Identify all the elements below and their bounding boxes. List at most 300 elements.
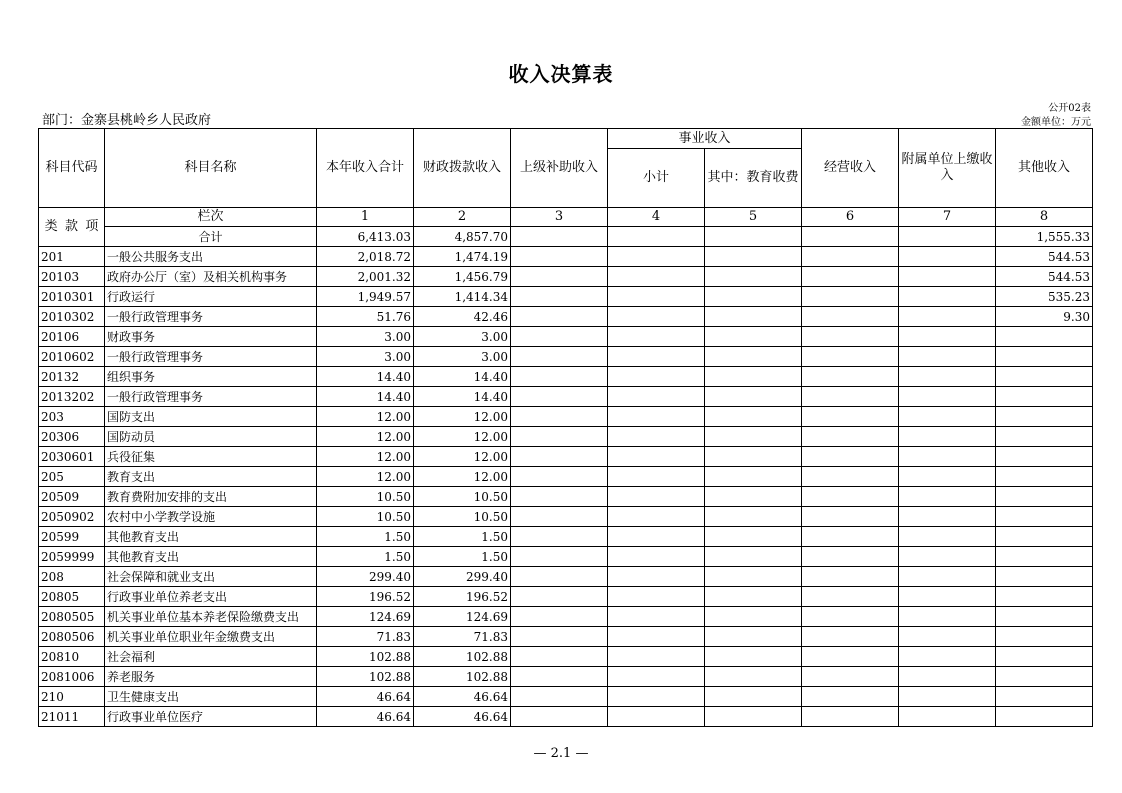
row-fiscal: 299.40: [414, 567, 511, 587]
row-subtotal: [608, 547, 705, 567]
row-operating: [802, 247, 899, 267]
row-total: 12.00: [317, 407, 414, 427]
row-code: 210: [39, 687, 105, 707]
row-total: 46.64: [317, 687, 414, 707]
table-row: [39, 287, 1093, 307]
row-total: 12.00: [317, 447, 414, 467]
row-affiliated: [899, 607, 996, 627]
total-row-fiscal: 4,857.70: [414, 227, 511, 247]
row-operating: [802, 267, 899, 287]
row-subsidy: [511, 547, 608, 567]
row-fiscal: 1,456.79: [414, 267, 511, 287]
total-row-other: 1,555.33: [996, 227, 1093, 247]
row-other: [996, 567, 1093, 587]
row-operating: [802, 287, 899, 307]
row-fiscal: 46.64: [414, 707, 511, 727]
header-kuan: 款: [64, 219, 78, 234]
row-subtotal: [608, 487, 705, 507]
row-subtotal: [608, 607, 705, 627]
header-affiliated: 附属单位上缴收入: [899, 129, 996, 208]
row-subsidy: [511, 327, 608, 347]
row-total: 14.40: [317, 367, 414, 387]
row-operating: [802, 587, 899, 607]
row-code: 2050902: [39, 507, 105, 527]
row-affiliated: [899, 627, 996, 647]
row-subtotal: [608, 647, 705, 667]
row-operating: [802, 487, 899, 507]
row-edu-fee: [705, 327, 802, 347]
row-affiliated: [899, 287, 996, 307]
row-affiliated: [899, 447, 996, 467]
col-num: 7: [899, 208, 996, 227]
table-row: [39, 247, 1093, 267]
col-num: 5: [705, 208, 802, 227]
row-total: 102.88: [317, 667, 414, 687]
row-affiliated: [899, 407, 996, 427]
row-subtotal: [608, 687, 705, 707]
row-affiliated: [899, 507, 996, 527]
department-label: 部门：金寨县桃岭乡人民政府: [42, 113, 212, 128]
row-subsidy: [511, 407, 608, 427]
row-subsidy: [511, 367, 608, 387]
row-subsidy: [511, 487, 608, 507]
row-edu-fee: [705, 487, 802, 507]
table-row: [39, 707, 1093, 727]
header-edu-fee: 其中：教育收费: [705, 149, 802, 208]
row-other: 9.30: [996, 307, 1093, 327]
header-business: 事业收入: [608, 129, 802, 149]
row-subsidy: [511, 287, 608, 307]
table-row: [39, 307, 1093, 327]
row-edu-fee: [705, 287, 802, 307]
row-operating: [802, 687, 899, 707]
row-fiscal: 196.52: [414, 587, 511, 607]
table-row: [39, 267, 1093, 287]
table-row: [39, 407, 1093, 427]
row-subsidy: [511, 667, 608, 687]
row-total: 14.40: [317, 387, 414, 407]
row-name: 其他教育支出: [105, 547, 317, 567]
row-name: 组织事务: [105, 367, 317, 387]
header-lanci: 栏次: [105, 208, 317, 227]
row-subsidy: [511, 427, 608, 447]
row-other: [996, 707, 1093, 727]
row-subtotal: [608, 587, 705, 607]
row-subsidy: [511, 687, 608, 707]
row-edu-fee: [705, 567, 802, 587]
row-code: 2010602: [39, 347, 105, 367]
header-other: 其他收入: [996, 129, 1093, 208]
row-operating: [802, 707, 899, 727]
table-row: [39, 527, 1093, 547]
row-subtotal: [608, 567, 705, 587]
row-other: [996, 387, 1093, 407]
row-code: 2080506: [39, 627, 105, 647]
row-subsidy: [511, 627, 608, 647]
row-other: [996, 587, 1093, 607]
row-fiscal: 12.00: [414, 427, 511, 447]
header-code: 科目代码: [39, 129, 105, 208]
row-name: 行政事业单位医疗: [105, 707, 317, 727]
row-subtotal: [608, 427, 705, 447]
row-fiscal: 14.40: [414, 387, 511, 407]
row-fiscal: 3.00: [414, 347, 511, 367]
col-num: 6: [802, 208, 899, 227]
row-operating: [802, 307, 899, 327]
row-subtotal: [608, 627, 705, 647]
row-affiliated: [899, 247, 996, 267]
row-subtotal: [608, 507, 705, 527]
row-other: [996, 527, 1093, 547]
row-name: 社会保障和就业支出: [105, 567, 317, 587]
row-name: 机关事业单位基本养老保险缴费支出: [105, 607, 317, 627]
row-subsidy: [511, 567, 608, 587]
row-code: 2010301: [39, 287, 105, 307]
row-name: 社会福利: [105, 647, 317, 667]
row-fiscal: 14.40: [414, 367, 511, 387]
row-edu-fee: [705, 507, 802, 527]
row-edu-fee: [705, 407, 802, 427]
row-edu-fee: [705, 247, 802, 267]
header-xiang: 项: [85, 219, 99, 234]
row-operating: [802, 667, 899, 687]
row-affiliated: [899, 587, 996, 607]
row-subsidy: [511, 607, 608, 627]
row-code: 20106: [39, 327, 105, 347]
row-subsidy: [511, 347, 608, 367]
row-subsidy: [511, 527, 608, 547]
row-name: 一般公共服务支出: [105, 247, 317, 267]
row-edu-fee: [705, 667, 802, 687]
col-num: 2: [414, 208, 511, 227]
row-subtotal: [608, 287, 705, 307]
row-name: 农村中小学教学设施: [105, 507, 317, 527]
col-num: 8: [996, 208, 1093, 227]
row-other: [996, 667, 1093, 687]
row-subsidy: [511, 387, 608, 407]
page-number: — 2.1 —: [533, 746, 589, 761]
header-subsidy: 上级补助收入: [511, 129, 608, 208]
row-name: 国防动员: [105, 427, 317, 447]
row-code: 21011: [39, 707, 105, 727]
row-fiscal: 124.69: [414, 607, 511, 627]
table-row: [39, 647, 1093, 667]
row-subtotal: [608, 387, 705, 407]
row-fiscal: 12.00: [414, 447, 511, 467]
row-code: 20132: [39, 367, 105, 387]
row-subtotal: [608, 667, 705, 687]
row-name: 一般行政管理事务: [105, 347, 317, 367]
total-row-empty: [608, 227, 705, 247]
row-other: [996, 327, 1093, 347]
row-name: 财政事务: [105, 327, 317, 347]
total-row-empty: [705, 227, 802, 247]
row-subsidy: [511, 447, 608, 467]
row-code: 208: [39, 567, 105, 587]
row-affiliated: [899, 387, 996, 407]
row-edu-fee: [705, 587, 802, 607]
row-affiliated: [899, 667, 996, 687]
header-lkk: [39, 208, 105, 247]
col-num: 4: [608, 208, 705, 227]
header-total: 本年收入合计: [317, 129, 414, 208]
row-affiliated: [899, 367, 996, 387]
row-total: 1.50: [317, 547, 414, 567]
row-total: 1.50: [317, 527, 414, 547]
row-edu-fee: [705, 267, 802, 287]
row-fiscal: 12.00: [414, 467, 511, 487]
row-subsidy: [511, 247, 608, 267]
table-row: [39, 367, 1093, 387]
row-affiliated: [899, 687, 996, 707]
row-total: 10.50: [317, 487, 414, 507]
row-name: 教育支出: [105, 467, 317, 487]
row-edu-fee: [705, 307, 802, 327]
row-affiliated: [899, 307, 996, 327]
row-total: 3.00: [317, 347, 414, 367]
row-code: 205: [39, 467, 105, 487]
total-row-empty: [511, 227, 608, 247]
row-subtotal: [608, 367, 705, 387]
row-subtotal: [608, 327, 705, 347]
row-affiliated: [899, 267, 996, 287]
row-other: [996, 487, 1093, 507]
row-code: 20805: [39, 587, 105, 607]
row-code: 201: [39, 247, 105, 267]
income-table: [38, 128, 1093, 727]
row-name: 其他教育支出: [105, 527, 317, 547]
row-edu-fee: [705, 607, 802, 627]
row-code: 20509: [39, 487, 105, 507]
row-operating: [802, 627, 899, 647]
row-edu-fee: [705, 547, 802, 567]
row-subtotal: [608, 447, 705, 467]
row-name: 国防支出: [105, 407, 317, 427]
row-affiliated: [899, 707, 996, 727]
row-operating: [802, 447, 899, 467]
row-subsidy: [511, 507, 608, 527]
row-code: 2010302: [39, 307, 105, 327]
row-edu-fee: [705, 447, 802, 467]
row-other: [996, 367, 1093, 387]
row-subtotal: [608, 407, 705, 427]
row-total: 46.64: [317, 707, 414, 727]
row-other: [996, 647, 1093, 667]
row-name: 一般行政管理事务: [105, 387, 317, 407]
table-row: [39, 547, 1093, 567]
row-operating: [802, 547, 899, 567]
row-operating: [802, 387, 899, 407]
row-other: [996, 347, 1093, 367]
row-other: [996, 627, 1093, 647]
table-body: [39, 247, 1093, 727]
amount-unit: 金额单位：万元: [1021, 117, 1091, 128]
row-total: 124.69: [317, 607, 414, 627]
row-code: 20306: [39, 427, 105, 447]
row-other: [996, 407, 1093, 427]
row-total: 71.83: [317, 627, 414, 647]
row-subsidy: [511, 707, 608, 727]
row-total: 1,949.57: [317, 287, 414, 307]
row-other: [996, 447, 1093, 467]
row-total: 102.88: [317, 647, 414, 667]
row-affiliated: [899, 467, 996, 487]
row-operating: [802, 567, 899, 587]
row-fiscal: 12.00: [414, 407, 511, 427]
row-other: [996, 467, 1093, 487]
row-fiscal: 42.46: [414, 307, 511, 327]
row-subtotal: [608, 347, 705, 367]
row-affiliated: [899, 647, 996, 667]
row-total: 12.00: [317, 467, 414, 487]
row-name: 卫生健康支出: [105, 687, 317, 707]
row-edu-fee: [705, 427, 802, 447]
row-fiscal: 102.88: [414, 647, 511, 667]
row-total: 10.50: [317, 507, 414, 527]
row-code: 2059999: [39, 547, 105, 567]
row-subsidy: [511, 307, 608, 327]
row-total: 196.52: [317, 587, 414, 607]
total-row-empty: [899, 227, 996, 247]
page-title: 收入决算表: [508, 62, 614, 86]
table-row: [39, 687, 1093, 707]
table-row: [39, 327, 1093, 347]
row-other: [996, 507, 1093, 527]
row-subsidy: [511, 467, 608, 487]
row-edu-fee: [705, 687, 802, 707]
row-other: 535.23: [996, 287, 1093, 307]
row-affiliated: [899, 547, 996, 567]
table-row: [39, 567, 1093, 587]
header-lei: 类: [44, 219, 58, 234]
row-code: 2013202: [39, 387, 105, 407]
row-total: 51.76: [317, 307, 414, 327]
col-num: 3: [511, 208, 608, 227]
row-total: 2,001.32: [317, 267, 414, 287]
row-affiliated: [899, 347, 996, 367]
row-name: 养老服务: [105, 667, 317, 687]
row-fiscal: 3.00: [414, 327, 511, 347]
row-operating: [802, 427, 899, 447]
table-row: [39, 667, 1093, 687]
row-total: 2,018.72: [317, 247, 414, 267]
row-fiscal: 71.83: [414, 627, 511, 647]
row-name: 兵役征集: [105, 447, 317, 467]
total-row-empty: [802, 227, 899, 247]
header-operating: 经营收入: [802, 129, 899, 208]
row-other: [996, 547, 1093, 567]
row-affiliated: [899, 327, 996, 347]
row-name: 行政运行: [105, 287, 317, 307]
row-affiliated: [899, 567, 996, 587]
row-edu-fee: [705, 707, 802, 727]
row-edu-fee: [705, 627, 802, 647]
row-operating: [802, 647, 899, 667]
table-row: [39, 387, 1093, 407]
row-subtotal: [608, 527, 705, 547]
row-edu-fee: [705, 347, 802, 367]
row-edu-fee: [705, 467, 802, 487]
row-affiliated: [899, 527, 996, 547]
row-other: 544.53: [996, 267, 1093, 287]
row-subtotal: [608, 307, 705, 327]
row-subtotal: [608, 247, 705, 267]
header-name: 科目名称: [105, 129, 317, 208]
row-affiliated: [899, 487, 996, 507]
table-row: [39, 347, 1093, 367]
row-operating: [802, 407, 899, 427]
row-subtotal: [608, 467, 705, 487]
total-row-total: 6,413.03: [317, 227, 414, 247]
row-operating: [802, 327, 899, 347]
row-name: 政府办公厅（室）及相关机构事务: [105, 267, 317, 287]
row-other: [996, 607, 1093, 627]
row-code: 20810: [39, 647, 105, 667]
header-fiscal: 财政拨款收入: [414, 129, 511, 208]
table-row: [39, 627, 1093, 647]
row-name: 教育费附加安排的支出: [105, 487, 317, 507]
row-total: 299.40: [317, 567, 414, 587]
row-code: 2030601: [39, 447, 105, 467]
row-other: 544.53: [996, 247, 1093, 267]
row-code: 2081006: [39, 667, 105, 687]
row-operating: [802, 507, 899, 527]
row-edu-fee: [705, 367, 802, 387]
row-fiscal: 1.50: [414, 527, 511, 547]
row-code: 20103: [39, 267, 105, 287]
row-name: 行政事业单位养老支出: [105, 587, 317, 607]
header-subtotal: 小计: [608, 149, 705, 208]
row-subsidy: [511, 587, 608, 607]
row-fiscal: 1,474.19: [414, 247, 511, 267]
row-operating: [802, 607, 899, 627]
row-edu-fee: [705, 387, 802, 407]
row-operating: [802, 347, 899, 367]
row-code: 203: [39, 407, 105, 427]
row-fiscal: 10.50: [414, 507, 511, 527]
row-code: 2080505: [39, 607, 105, 627]
row-subtotal: [608, 267, 705, 287]
table-row: [39, 487, 1093, 507]
row-operating: [802, 367, 899, 387]
col-num: 1: [317, 208, 414, 227]
table-row: [39, 467, 1093, 487]
row-subtotal: [608, 707, 705, 727]
table-row: [39, 507, 1093, 527]
row-operating: [802, 527, 899, 547]
row-other: [996, 427, 1093, 447]
row-total: 12.00: [317, 427, 414, 447]
table-row: [39, 427, 1093, 447]
form-number: 公开02表: [1048, 103, 1091, 114]
row-other: [996, 687, 1093, 707]
row-fiscal: 46.64: [414, 687, 511, 707]
row-code: 20599: [39, 527, 105, 547]
row-fiscal: 102.88: [414, 667, 511, 687]
total-row-label: 合计: [105, 227, 317, 247]
row-fiscal: 1,414.34: [414, 287, 511, 307]
row-edu-fee: [705, 647, 802, 667]
row-name: 一般行政管理事务: [105, 307, 317, 327]
table-row: [39, 587, 1093, 607]
row-fiscal: 10.50: [414, 487, 511, 507]
table-row: [39, 607, 1093, 627]
row-total: 3.00: [317, 327, 414, 347]
table-row: [39, 447, 1093, 467]
row-edu-fee: [705, 527, 802, 547]
row-name: 机关事业单位职业年金缴费支出: [105, 627, 317, 647]
row-fiscal: 1.50: [414, 547, 511, 567]
